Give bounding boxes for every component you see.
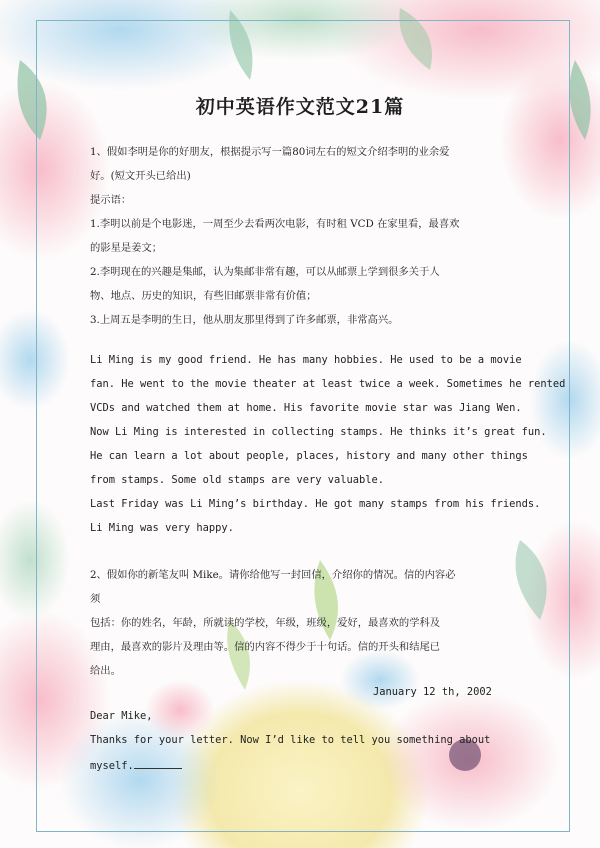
task2-line: 2、假如你的新笔友叫 Mike。请你给他写一封回信，介绍你的情况。信的内容必 [90,569,456,581]
letter-date: January 12 th, 2002 [373,686,492,698]
essay1-line: Now Li Ming is interested in collecting stamps. He thinks it’s great fun. [90,426,547,438]
letter-myself-text: myself. [90,760,134,772]
essay1-line: fan. He went to the movie theater at least twice a week. Sometimes he rented [90,378,566,390]
task1-line: 的影星是姜文； [90,242,163,254]
document-title: 初中英语作文范文21篇 [195,96,405,118]
task2-line: 须 [90,593,101,605]
task1-line: 3.上周五是李明的生日，他从朋友那里得到了许多邮票，非常高兴。 [90,314,399,326]
essay1-line: VCDs and watched them at home. His favorite movie star was Jiang Wen. [90,402,522,414]
fill-in-blank [134,758,182,769]
letter-second-line [90,758,182,772]
task2-line: 包括：你的姓名，年龄，所就读的学校，年级，班级，爱好，最喜欢的学科及 [90,617,441,629]
task1-line: 1、假如李明是你的好朋友，根据提示写一篇80词左右的短文介绍李明的业余爱 [90,146,450,158]
task1-line: 提示语： [90,194,132,206]
essay1-line: Li Ming was very happy. [90,522,234,534]
essay1-line: Last Friday was Li Ming’s birthday. He got many stamps from his friends. [90,498,541,510]
task2-line: 理由，最喜欢的影片及理由等。信的内容不得少于十句话。信的开头和结尾已 [90,641,441,653]
letter-opening-line: Thanks for your letter. Now I’d like to tell you something about [90,734,491,746]
essay1-line: from stamps. Some old stamps are very valuable. [90,474,385,486]
task1-line: 物、地点、历史的知识，有些旧邮票非常有价值； [90,290,317,302]
essay1-line: Li Ming is my good friend. He has many hobbies. He used to be a movie [90,354,522,366]
task2-line: 给出。 [90,665,121,677]
task1-line: 好。(短文开头已给出) [90,170,191,182]
task1-line: 1.李明以前是个电影迷，一周至少去看两次电影，有时租 VCD 在家里看，最喜欢 [90,218,460,230]
task1-line: 2.李明现在的兴趣是集邮，认为集邮非常有趣，可以从邮票上学到很多关于人 [90,266,440,278]
essay1-line: He can learn a lot about people, places, history and many other things [90,450,528,462]
letter-greeting: Dear Mike, [90,710,153,722]
